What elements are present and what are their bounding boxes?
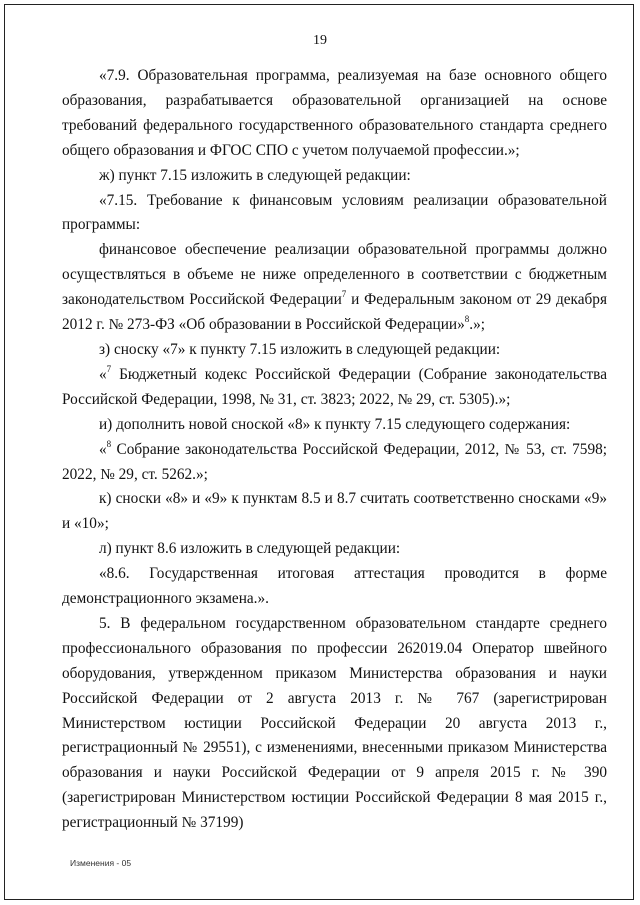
footnote-7-text: Бюджетный кодекс Российской Федерации (Собрание законодательства Российской Федерации, 1998, № 31, ст. 3823; 2022, № 29, ст. 5305).»; (62, 365, 607, 408)
footnote-mark-7: 7 (106, 363, 112, 374)
quote-open: « (99, 440, 107, 458)
paragraph-5: 5. В федеральном государственном образовательном стандарте среднего профессионального образования по профессии 262019.04 Оператор швейного оборудования, утвержденном приказом Министерства образования и науки Российской Федерации от 2 августа 2013 г. № 767 (зарегистрирован Министерством юстиции Российской Федерации 20 августа 2013 г., регистрационный № 29551), с изменениями, внесенными приказом Министерства образования и науки Российской Федерации от 9 апреля 2015 г. № 390 (зарегистрирован Министерством юстиции Российской Федерации 8 мая 2015 г., регистрационный № 37199) (62, 614, 607, 832)
paragraph-item-zh: ж) пункт 7.15 изложить в следующей редакции: (99, 166, 411, 184)
paragraph-7-15: «7.15. Требование к финансовым условиям реализации образовательной программы: (62, 191, 607, 234)
financing-text-c: .»; (469, 316, 485, 334)
paragraph-7-9: «7.9. Образовательная программа, реализуемая на базе основного общего образования, разрабатывается образовательной организацией на основе требований федерального государственного образовательного стандарта среднего общего образования и ФГОС СПО с учетом получаемой профессии.»; (62, 67, 607, 159)
financing-text-b: и Федеральным законом от 29 декабря 2012 г. № 273-ФЗ «Об образовании в Российской Федерации» (62, 291, 607, 334)
footnote-ref-7: 7 (341, 289, 347, 300)
paragraph-item-k: к) сноски «8» и «9» к пунктам 8.5 и 8.7 считать соответственно сносками «9» и «10»; (62, 490, 607, 533)
paragraph-item-l: л) пункт 8.6 изложить в следующей редакции: (99, 540, 401, 558)
paragraph-footnote-8 (62, 438, 607, 488)
page-number: 19 (313, 33, 327, 48)
footnote-ref-8: 8 (464, 314, 470, 325)
financing-text-a: финансовое обеспечение реализации образовательной программы должно осуществляться в объеме не ниже определенного в соответствии с бюджетным законодательством Российской Федерации (62, 241, 607, 309)
paragraph-item-i: и) дополнить новой сноской «8» к пункту 7.15 следующего содержания: (99, 415, 571, 433)
document-body (62, 64, 607, 836)
paragraph-footnote-7 (62, 363, 607, 413)
paragraph-item-z: з) сноску «7» к пункту 7.15 изложить в следующей редакции: (99, 340, 501, 358)
footnote-8-text: Собрание законодательства Российской Федерации, 2012, № 53, ст. 7598; 2022, № 29, ст. 5262.»; (62, 440, 607, 483)
paragraph-8-6: «8.6. Государственная итоговая аттестация проводится в форме демонстрационного экзамена.». (62, 565, 607, 608)
paragraph-financing (62, 238, 607, 338)
quote-open: « (99, 365, 107, 383)
footer-label: Изменения - 05 (70, 858, 132, 868)
footnote-mark-8: 8 (106, 438, 112, 449)
